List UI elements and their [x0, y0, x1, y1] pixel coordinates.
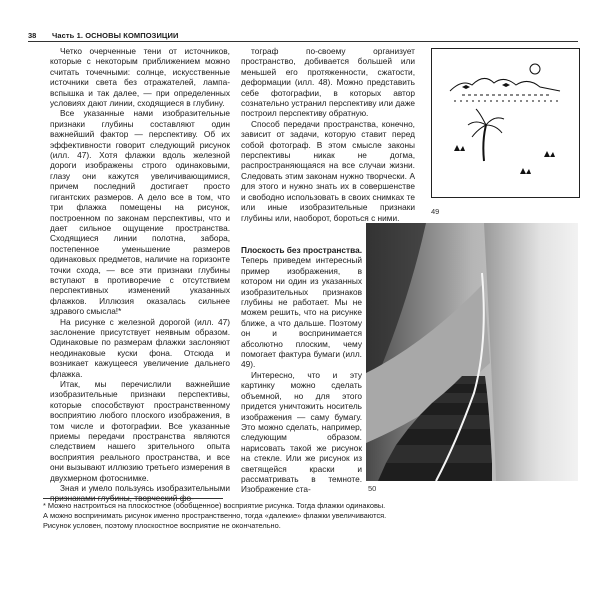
paragraph: На рисунке с железной дорогой (илл. 47) заслонение присутствует неявным образом. Одинаковые по размерам флажки заслоняют неодинаковые куски фона. Отсюда и возникает кажущееся увеличение дальнего флажка. — [50, 316, 230, 379]
subheading: Плоскость без пространства. — [241, 245, 362, 255]
plant-shape — [544, 151, 555, 157]
plant-shape — [520, 168, 531, 174]
footnote-line: А можно воспринимать рисунок именно пространственно, тогда «далекие» флажки увеличиваются. — [43, 511, 387, 521]
paragraph: Все указанные нами изобразительные признаки глубины составляют один важнейший фактор — перспективу. Об их эффективности говорит следующий рисунок (илл. 47). Хотя флажки вдоль железной дороги изображены строго одинаковыми, глазу они кажутся увеличивающимися, причем последний достигает просто гигантских размеров. А дело все в том, что три флажка помещены на рисунок, построенном по законам перспективы, что и дает сильное ощущение пространства. Сходящиеся линии полотна, забора, постепенное уменьшение размеров одинаковых предметов, наличие на горизонте точки схода, — все эти признаки глубины вступают в противоречие с отсутствием перспективных изменений указанных флажков. Иллюзия оказалась сильнее здравого смысла!* — [50, 108, 230, 317]
text-column-middle-lower — [241, 245, 362, 495]
paragraph: тограф по-своему организует пространство, добивается большей или меньшей его протяженности, сжатости, деформации (илл. 48). Можно представить себе фотографии, в которых автор сознательно устранил перспективу или даже построил перспективу обратную. — [241, 46, 415, 119]
running-header — [28, 28, 578, 42]
footnote-line: * Можно настроиться на плоскостное (обобщенное) восприятие рисунка. Тогда флажки одинаковы. — [43, 501, 386, 510]
footnote — [43, 501, 563, 532]
figure-49-drawing — [431, 48, 580, 198]
footnote-line: Рисунок условен, поэтому плоскостное восприятие не окончательно. — [43, 521, 281, 531]
paragraph: Четко очерченные тени от источников, которые с некоторым приближением можно считать точечными: солнце, искусственные источники света без отражателей, лампа-вспышка и так далее, — при определенных условиях дают линии, сходящиеся в глубину. — [50, 46, 230, 109]
lead-text: Теперь приведем интересный пример изображения, в котором ни один из указанных изобразительных признаков глубины не работает. Мы не можем решить, что на рисунке ближе, а что дальше. Поэтому он и воспринимается абсолютно плоским, чему помогает фактура бумаги (илл. 49). — [241, 255, 362, 370]
page-number: 38 — [28, 31, 37, 40]
paragraph: Зная и умело пользуясь изобразительными — [60, 483, 230, 494]
figure-50-photo — [366, 223, 578, 481]
sun-shape — [530, 64, 540, 74]
paragraph: Интересно, что и эту картинку можно сделать объемной, но для этого придется уничтожить носитель изображения — саму бумагу. Это можно сделать, например, следующим образом. нарисовать такой же рисунок на стекле. Или же рисунок из светящейся краски и рассматривать в темноте. Изображение ста- — [241, 369, 362, 495]
staircase-photo — [366, 223, 578, 481]
palm-trunk — [483, 125, 486, 161]
paragraph — [241, 245, 362, 370]
section-title: Часть 1. ОСНОВЫ КОМПОЗИЦИИ — [52, 31, 179, 40]
header-rule — [28, 41, 578, 42]
footnote-rule — [43, 498, 223, 499]
figure-49-number: 49 — [431, 207, 440, 216]
flat-landscape-illustration — [432, 49, 579, 197]
plant-shape — [454, 145, 465, 151]
paragraph: Способ передачи пространства, конечно, зависит от задачи, которую ставит перед собой фотограф. В этом смысле законы перспективы никак не догма, распространяющаяся на все случаи жизни. Следовать этим законам нужно творчески. А для этого и нужно знать их в совершенстве и свободно использовать в своих снимках те или иные изобразительные признаки глубины или, наоборот, бороться с ними. — [241, 118, 415, 223]
text-column-left — [50, 46, 230, 504]
text-column-middle — [241, 46, 415, 223]
paragraph: Итак, мы перечислили важнейшие изобразительные признаки перспективы, которые способствуют пространственному восприятию любого плоского изображения, в том числе и фотографии. Все указанные приемы передачи пространства являются следствием нашего зрительного опыта восприятия реального пространства, и все они вызывают иллюзию третьего измерения в двухмерном фотоснимке. — [50, 379, 230, 483]
figure-50-number: 50 — [368, 484, 377, 493]
